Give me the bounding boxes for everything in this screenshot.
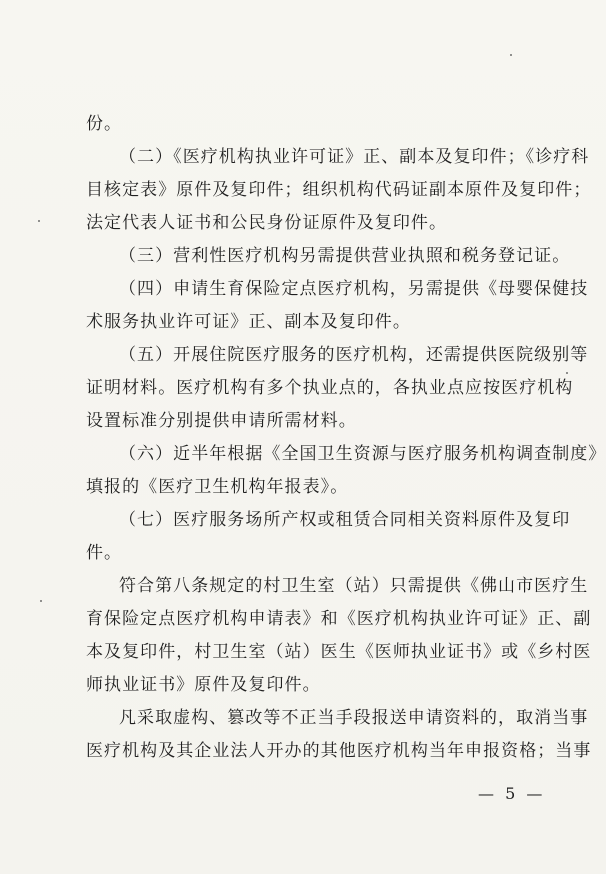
- text-line-2: （二）《医疗机构执业许可证》正、副本及复印件；《诊疗科: [119, 147, 590, 167]
- scan-speck: [566, 372, 568, 374]
- scan-speck: [40, 600, 42, 602]
- scan-speck: [38, 220, 40, 222]
- text-line-4: 法定代表人证书和公民身份证原件及复印件。: [86, 213, 447, 233]
- text-line-11: （六）近半年根据《全国卫生资源与医疗服务机构调查制度》: [119, 444, 606, 464]
- text-line-20: 医疗机构及其企业法人开办的其他医疗机构当年申报资格；当事: [86, 741, 592, 761]
- text-line-15: 符合第八条规定的村卫生室（站）只需提供《佛山市医疗生: [119, 576, 589, 596]
- scan-speck: [510, 54, 512, 56]
- text-line-9: 证明材料。医疗机构有多个执业点的，各执业点应按医疗机构: [86, 378, 574, 398]
- text-line-6: （四）申请生育保险定点医疗机构，另需提供《母婴保健技: [119, 279, 589, 299]
- text-line-18: 师执业证书》原件及复印件。: [86, 675, 321, 695]
- text-line-7: 术服务执业许可证》正、副本及复印件。: [86, 312, 411, 332]
- text-line-1: 份。: [86, 114, 123, 134]
- text-line-16: 育保险定点医疗机构申请表》和《医疗机构执业许可证》正、副: [86, 609, 592, 629]
- text-line-14: 件。: [86, 543, 123, 563]
- text-line-17: 本及复印件，村卫生室（站）医生《医师执业证书》或《乡村医: [86, 642, 592, 662]
- text-line-8: （五）开展住院医疗服务的医疗机构，还需提供医院级别等: [119, 345, 589, 365]
- text-line-13: （七）医疗服务场所产权或租赁合同相关资料原件及复印: [119, 510, 571, 530]
- text-line-5: （三）营利性医疗机构另需提供营业执照和税务登记证。: [119, 246, 571, 266]
- document-body: [86, 108, 606, 768]
- text-line-10: 设置标准分别提供申请所需材料。: [86, 411, 357, 431]
- page-number: — 5 —: [478, 784, 546, 803]
- text-line-12: 填报的《医疗卫生机构年报表》。: [86, 477, 349, 497]
- text-line-3: 目核定表》原件及复印件；组织机构代码证副本原件及复印件；: [86, 180, 592, 200]
- text-line-19: 凡采取虚构、篡改等不正当手段报送申请资料的，取消当事: [119, 708, 589, 728]
